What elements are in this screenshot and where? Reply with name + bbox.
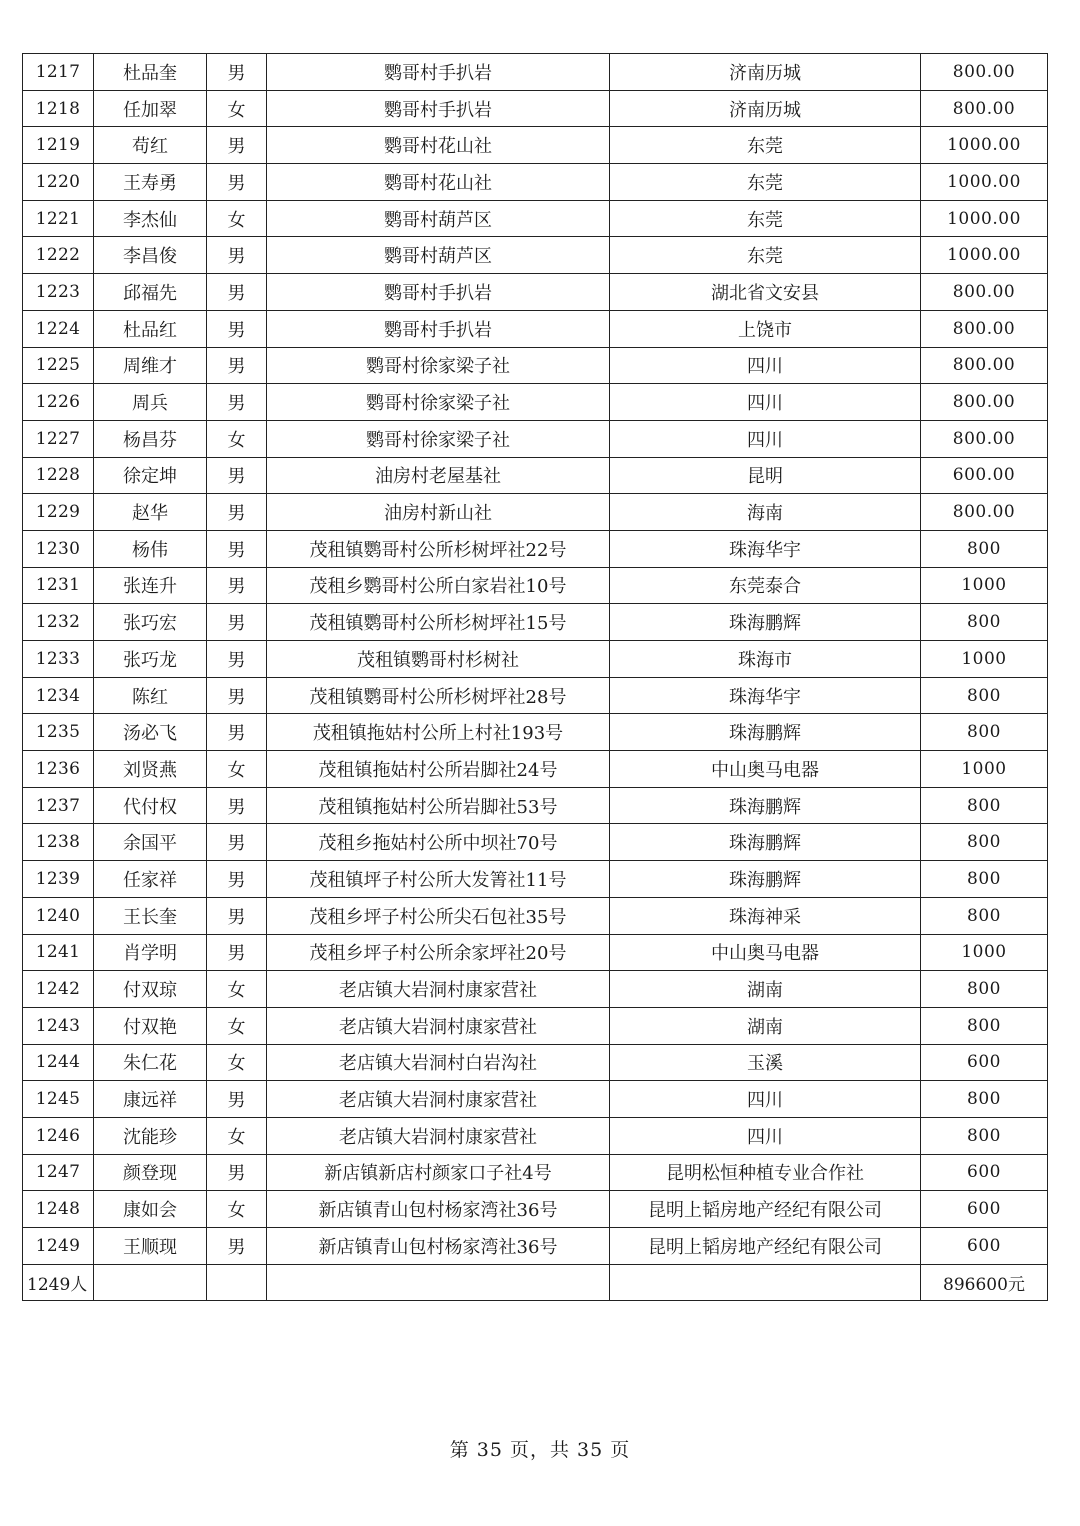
- workplace-cell: 上饶市: [610, 310, 921, 347]
- table-row: [23, 641, 1048, 678]
- home-address-cell: 油房村新山社: [267, 494, 610, 531]
- amount-cell: 1000.00: [921, 127, 1048, 164]
- amount-cell: 800.00: [921, 420, 1048, 457]
- gender-cell: 男: [207, 641, 267, 678]
- home-address-cell: 鹦哥村手扒岩: [267, 310, 610, 347]
- table-row: [23, 457, 1048, 494]
- home-address-cell: 鹦哥村徐家梁子社: [267, 420, 610, 457]
- gender-cell: 男: [207, 347, 267, 384]
- workplace-cell: 中山奥马电器: [610, 751, 921, 788]
- home-address-cell: 茂租镇鹦哥村公所杉树坪社15号: [267, 604, 610, 641]
- person-name-cell: 苟红: [94, 127, 207, 164]
- amount-cell: 800: [921, 971, 1048, 1008]
- row-number-cell: 1236: [23, 751, 94, 788]
- gender-cell: 男: [207, 1228, 267, 1265]
- gender-cell: 女: [207, 1191, 267, 1228]
- row-number-cell: 1231: [23, 567, 94, 604]
- home-address-cell: 鹦哥村葫芦区: [267, 237, 610, 274]
- workplace-cell: 珠海华宇: [610, 677, 921, 714]
- workplace-cell: 昆明: [610, 457, 921, 494]
- table-row: [23, 54, 1048, 91]
- gender-cell: 男: [207, 604, 267, 641]
- home-address-cell: 老店镇大岩洞村康家营社: [267, 1117, 610, 1154]
- gender-cell: 男: [207, 310, 267, 347]
- table-body: [23, 54, 1048, 1265]
- home-address-cell: 茂租乡坪子村公所余家坪社20号: [267, 934, 610, 971]
- gender-cell: 男: [207, 457, 267, 494]
- person-name-cell: 李杰仙: [94, 200, 207, 237]
- table-row: [23, 971, 1048, 1008]
- gender-cell: 男: [207, 164, 267, 201]
- table-row: [23, 1007, 1048, 1044]
- gender-cell: 男: [207, 677, 267, 714]
- row-number-cell: 1226: [23, 384, 94, 421]
- person-name-cell: 王顺现: [94, 1228, 207, 1265]
- amount-cell: 600: [921, 1191, 1048, 1228]
- workplace-cell: 湖南: [610, 971, 921, 1008]
- amount-cell: 800.00: [921, 274, 1048, 311]
- gender-cell: 男: [207, 274, 267, 311]
- home-address-cell: 老店镇大岩洞村康家营社: [267, 1007, 610, 1044]
- workplace-cell: 四川: [610, 420, 921, 457]
- home-address-cell: 老店镇大岩洞村康家营社: [267, 1081, 610, 1118]
- workplace-cell: 东莞: [610, 164, 921, 201]
- person-name-cell: 康远祥: [94, 1081, 207, 1118]
- workplace-cell: 昆明上韬房地产经纪有限公司: [610, 1228, 921, 1265]
- table-row: [23, 384, 1048, 421]
- gender-cell: 男: [207, 861, 267, 898]
- row-number-cell: 1220: [23, 164, 94, 201]
- row-number-cell: 1237: [23, 787, 94, 824]
- row-number-cell: 1238: [23, 824, 94, 861]
- workplace-cell: 昆明上韬房地产经纪有限公司: [610, 1191, 921, 1228]
- workplace-cell: 四川: [610, 347, 921, 384]
- table-row: [23, 567, 1048, 604]
- table-row: [23, 861, 1048, 898]
- home-address-cell: 鹦哥村手扒岩: [267, 54, 610, 91]
- workplace-cell: 珠海鹏辉: [610, 861, 921, 898]
- amount-cell: 1000: [921, 641, 1048, 678]
- row-number-cell: 1221: [23, 200, 94, 237]
- gender-cell: 女: [207, 200, 267, 237]
- row-number-cell: 1233: [23, 641, 94, 678]
- workplace-cell: 珠海鹏辉: [610, 787, 921, 824]
- page-footer: 第 35 页，共 35 页: [449, 1439, 631, 1461]
- person-name-cell: 任加翠: [94, 90, 207, 127]
- row-number-cell: 1246: [23, 1117, 94, 1154]
- home-address-cell: 茂租镇拖姑村公所岩脚社24号: [267, 751, 610, 788]
- row-number-cell: 1232: [23, 604, 94, 641]
- amount-cell: 1000.00: [921, 237, 1048, 274]
- amount-cell: 800: [921, 714, 1048, 751]
- gender-cell: 男: [207, 934, 267, 971]
- workplace-cell: 海南: [610, 494, 921, 531]
- person-name-cell: 任家祥: [94, 861, 207, 898]
- gender-cell: 男: [207, 787, 267, 824]
- amount-cell: 600.00: [921, 457, 1048, 494]
- table-row: [23, 347, 1048, 384]
- workplace-cell: 东莞泰合: [610, 567, 921, 604]
- row-number-cell: 1247: [23, 1154, 94, 1191]
- gender-cell: 女: [207, 971, 267, 1008]
- home-address-cell: 新店镇青山包村杨家湾社36号: [267, 1228, 610, 1265]
- row-number-cell: 1249: [23, 1228, 94, 1265]
- workplace-cell: 湖南: [610, 1007, 921, 1044]
- gender-cell: 男: [207, 127, 267, 164]
- amount-cell: 800: [921, 1007, 1048, 1044]
- workplace-cell: 东莞: [610, 127, 921, 164]
- home-address-cell: 老店镇大岩洞村白岩沟社: [267, 1044, 610, 1081]
- row-number-cell: 1219: [23, 127, 94, 164]
- home-address-cell: 老店镇大岩洞村康家营社: [267, 971, 610, 1008]
- amount-cell: 800.00: [921, 494, 1048, 531]
- row-number-cell: 1242: [23, 971, 94, 1008]
- subsidy-table: [22, 53, 1048, 1301]
- gender-cell: 男: [207, 1154, 267, 1191]
- workplace-cell: 珠海鹏辉: [610, 604, 921, 641]
- row-number-cell: 1223: [23, 274, 94, 311]
- workplace-cell: 珠海神采: [610, 897, 921, 934]
- person-name-cell: 邱福先: [94, 274, 207, 311]
- workplace-cell: 珠海鹏辉: [610, 714, 921, 751]
- gender-cell: 男: [207, 897, 267, 934]
- person-name-cell: 刘贤燕: [94, 751, 207, 788]
- total-empty-name: [94, 1264, 207, 1301]
- amount-cell: 600: [921, 1154, 1048, 1191]
- home-address-cell: 茂租镇鹦哥村公所杉树坪社22号: [267, 530, 610, 567]
- amount-cell: 600: [921, 1228, 1048, 1265]
- gender-cell: 男: [207, 237, 267, 274]
- person-name-cell: 王长奎: [94, 897, 207, 934]
- amount-cell: 800: [921, 1117, 1048, 1154]
- table-row: [23, 934, 1048, 971]
- total-empty-gender: [207, 1264, 267, 1301]
- home-address-cell: 鹦哥村葫芦区: [267, 200, 610, 237]
- workplace-cell: 玉溪: [610, 1044, 921, 1081]
- table-row: [23, 310, 1048, 347]
- person-name-cell: 李昌俊: [94, 237, 207, 274]
- table-row: [23, 420, 1048, 457]
- amount-cell: 600: [921, 1044, 1048, 1081]
- person-name-cell: 余国平: [94, 824, 207, 861]
- total-empty-address: [267, 1264, 610, 1301]
- amount-cell: 800: [921, 861, 1048, 898]
- home-address-cell: 新店镇青山包村杨家湾社36号: [267, 1191, 610, 1228]
- row-number-cell: 1235: [23, 714, 94, 751]
- gender-cell: 女: [207, 1007, 267, 1044]
- gender-cell: 男: [207, 530, 267, 567]
- person-name-cell: 颜登现: [94, 1154, 207, 1191]
- table-row: [23, 200, 1048, 237]
- row-number-cell: 1244: [23, 1044, 94, 1081]
- amount-cell: 800: [921, 1081, 1048, 1118]
- home-address-cell: 茂租乡拖姑村公所中坝社70号: [267, 824, 610, 861]
- table-row: [23, 604, 1048, 641]
- home-address-cell: 茂租镇坪子村公所大发箐社11号: [267, 861, 610, 898]
- table-row: [23, 1044, 1048, 1081]
- home-address-cell: 茂租镇拖姑村公所上村社193号: [267, 714, 610, 751]
- data-table-container: [22, 53, 1047, 1301]
- amount-cell: 800.00: [921, 90, 1048, 127]
- workplace-cell: 四川: [610, 1117, 921, 1154]
- home-address-cell: 茂租镇鹦哥村杉树社: [267, 641, 610, 678]
- person-name-cell: 杨伟: [94, 530, 207, 567]
- gender-cell: 女: [207, 1044, 267, 1081]
- person-name-cell: 周兵: [94, 384, 207, 421]
- amount-cell: 800: [921, 530, 1048, 567]
- workplace-cell: 珠海市: [610, 641, 921, 678]
- person-name-cell: 张巧宏: [94, 604, 207, 641]
- total-row: [23, 1264, 1048, 1301]
- home-address-cell: 茂租乡鹦哥村公所白家岩社10号: [267, 567, 610, 604]
- workplace-cell: 珠海鹏辉: [610, 824, 921, 861]
- row-number-cell: 1234: [23, 677, 94, 714]
- amount-cell: 1000: [921, 934, 1048, 971]
- amount-cell: 800: [921, 604, 1048, 641]
- gender-cell: 男: [207, 714, 267, 751]
- person-name-cell: 肖学明: [94, 934, 207, 971]
- gender-cell: 女: [207, 90, 267, 127]
- workplace-cell: 济南历城: [610, 54, 921, 91]
- table-row: [23, 90, 1048, 127]
- amount-cell: 800.00: [921, 310, 1048, 347]
- home-address-cell: 茂租镇鹦哥村公所杉树坪社28号: [267, 677, 610, 714]
- home-address-cell: 鹦哥村手扒岩: [267, 274, 610, 311]
- person-name-cell: 徐定坤: [94, 457, 207, 494]
- table-row: [23, 714, 1048, 751]
- table-row: [23, 1191, 1048, 1228]
- row-number-cell: 1224: [23, 310, 94, 347]
- amount-cell: 800.00: [921, 347, 1048, 384]
- amount-cell: 800: [921, 677, 1048, 714]
- row-number-cell: 1222: [23, 237, 94, 274]
- row-number-cell: 1230: [23, 530, 94, 567]
- person-name-cell: 张连升: [94, 567, 207, 604]
- person-name-cell: 康如会: [94, 1191, 207, 1228]
- home-address-cell: 鹦哥村手扒岩: [267, 90, 610, 127]
- gender-cell: 男: [207, 54, 267, 91]
- amount-cell: 1000.00: [921, 164, 1048, 201]
- person-name-cell: 赵华: [94, 494, 207, 531]
- gender-cell: 男: [207, 567, 267, 604]
- person-name-cell: 付双艳: [94, 1007, 207, 1044]
- gender-cell: 男: [207, 824, 267, 861]
- total-empty-workplace: [610, 1264, 921, 1301]
- amount-cell: 1000.00: [921, 200, 1048, 237]
- table-row: [23, 824, 1048, 861]
- workplace-cell: 东莞: [610, 237, 921, 274]
- table-row: [23, 237, 1048, 274]
- total-count: 1249人: [23, 1264, 94, 1301]
- person-name-cell: 杜品红: [94, 310, 207, 347]
- person-name-cell: 汤必飞: [94, 714, 207, 751]
- table-row: [23, 1081, 1048, 1118]
- amount-cell: 800: [921, 897, 1048, 934]
- row-number-cell: 1218: [23, 90, 94, 127]
- table-row: [23, 1154, 1048, 1191]
- home-address-cell: 鹦哥村花山社: [267, 127, 610, 164]
- table-row: [23, 787, 1048, 824]
- table-row: [23, 751, 1048, 788]
- workplace-cell: 四川: [610, 1081, 921, 1118]
- person-name-cell: 杜品奎: [94, 54, 207, 91]
- person-name-cell: 陈红: [94, 677, 207, 714]
- table-row: [23, 127, 1048, 164]
- home-address-cell: 油房村老屋基社: [267, 457, 610, 494]
- person-name-cell: 朱仁花: [94, 1044, 207, 1081]
- amount-cell: 800.00: [921, 54, 1048, 91]
- workplace-cell: 昆明松恒种植专业合作社: [610, 1154, 921, 1191]
- gender-cell: 女: [207, 1117, 267, 1154]
- home-address-cell: 鹦哥村花山社: [267, 164, 610, 201]
- gender-cell: 女: [207, 420, 267, 457]
- gender-cell: 女: [207, 751, 267, 788]
- row-number-cell: 1240: [23, 897, 94, 934]
- gender-cell: 男: [207, 1081, 267, 1118]
- table-row: [23, 530, 1048, 567]
- table-row: [23, 494, 1048, 531]
- home-address-cell: 新店镇新店村颜家口子社4号: [267, 1154, 610, 1191]
- total-amount: 896600元: [921, 1264, 1048, 1301]
- home-address-cell: 鹦哥村徐家梁子社: [267, 384, 610, 421]
- row-number-cell: 1217: [23, 54, 94, 91]
- table-row: [23, 164, 1048, 201]
- home-address-cell: 鹦哥村徐家梁子社: [267, 347, 610, 384]
- row-number-cell: 1243: [23, 1007, 94, 1044]
- person-name-cell: 周维才: [94, 347, 207, 384]
- table-row: [23, 274, 1048, 311]
- workplace-cell: 四川: [610, 384, 921, 421]
- person-name-cell: 张巧龙: [94, 641, 207, 678]
- row-number-cell: 1241: [23, 934, 94, 971]
- home-address-cell: 茂租乡坪子村公所尖石包社35号: [267, 897, 610, 934]
- amount-cell: 800: [921, 787, 1048, 824]
- amount-cell: 1000: [921, 751, 1048, 788]
- amount-cell: 1000: [921, 567, 1048, 604]
- table-row: [23, 677, 1048, 714]
- workplace-cell: 珠海华宇: [610, 530, 921, 567]
- amount-cell: 800.00: [921, 384, 1048, 421]
- table-row: [23, 1228, 1048, 1265]
- row-number-cell: 1227: [23, 420, 94, 457]
- row-number-cell: 1229: [23, 494, 94, 531]
- row-number-cell: 1245: [23, 1081, 94, 1118]
- home-address-cell: 茂租镇拖姑村公所岩脚社53号: [267, 787, 610, 824]
- workplace-cell: 东莞: [610, 200, 921, 237]
- row-number-cell: 1239: [23, 861, 94, 898]
- workplace-cell: 济南历城: [610, 90, 921, 127]
- person-name-cell: 杨昌芬: [94, 420, 207, 457]
- workplace-cell: 湖北省文安县: [610, 274, 921, 311]
- amount-cell: 800: [921, 824, 1048, 861]
- table-row: [23, 897, 1048, 934]
- gender-cell: 男: [207, 494, 267, 531]
- person-name-cell: 沈能珍: [94, 1117, 207, 1154]
- person-name-cell: 代付权: [94, 787, 207, 824]
- workplace-cell: 中山奥马电器: [610, 934, 921, 971]
- row-number-cell: 1248: [23, 1191, 94, 1228]
- person-name-cell: 王寿勇: [94, 164, 207, 201]
- row-number-cell: 1225: [23, 347, 94, 384]
- row-number-cell: 1228: [23, 457, 94, 494]
- table-row: [23, 1117, 1048, 1154]
- gender-cell: 男: [207, 384, 267, 421]
- person-name-cell: 付双琼: [94, 971, 207, 1008]
